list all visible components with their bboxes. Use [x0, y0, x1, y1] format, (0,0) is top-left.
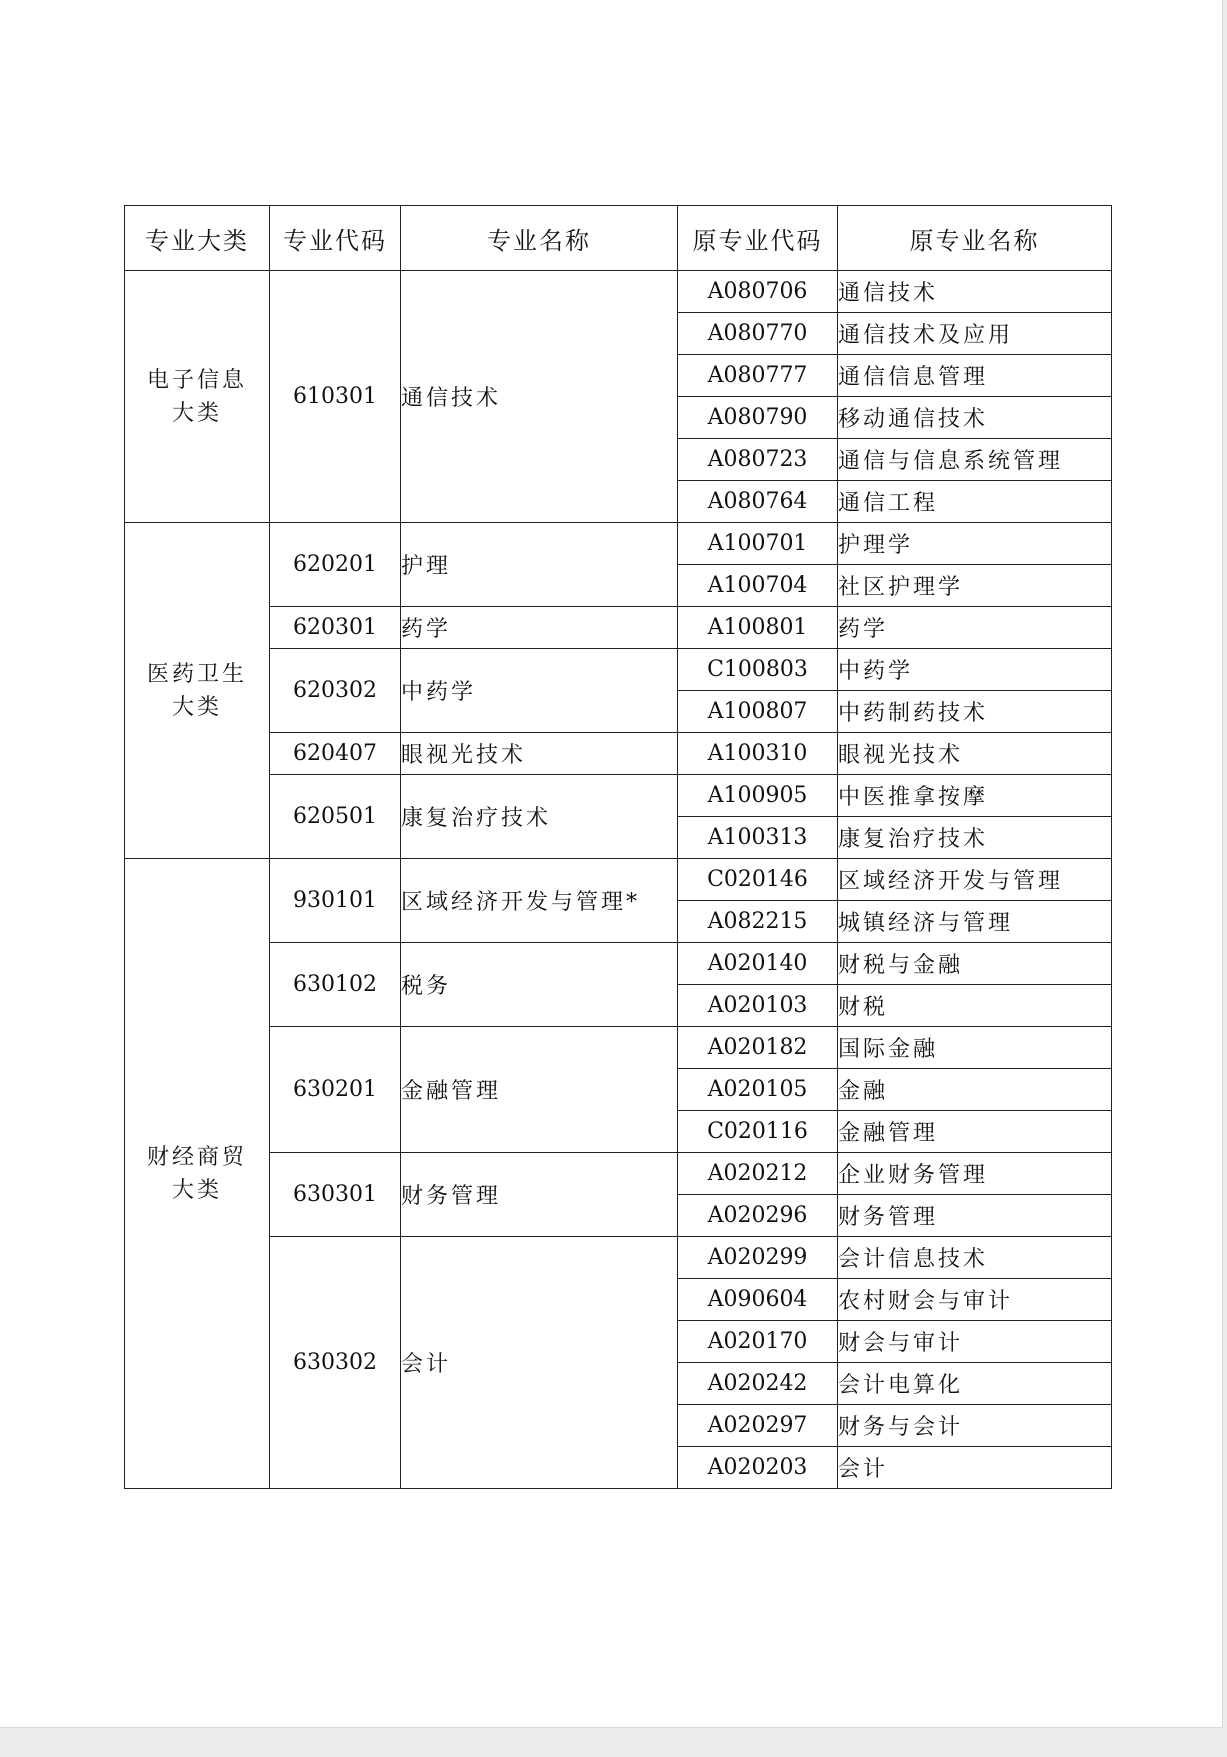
header-orig-name: 原专业名称	[838, 206, 1112, 271]
major-name-cell: 税务	[401, 943, 678, 1027]
major-name-cell: 中药学	[401, 649, 678, 733]
orig-code-cell: A020182	[678, 1027, 838, 1069]
orig-code-cell: A020103	[678, 985, 838, 1027]
orig-name-cell: 区域经济开发与管理	[838, 859, 1112, 901]
orig-name-cell: 农村财会与审计	[838, 1279, 1112, 1321]
orig-name-cell: 会计电算化	[838, 1363, 1112, 1405]
orig-code-cell: C020146	[678, 859, 838, 901]
table-body	[125, 271, 1112, 1489]
major-code-cell: 930101	[270, 859, 401, 943]
category-name-line: 医药卫生	[146, 661, 247, 687]
orig-name-cell: 通信信息管理	[838, 355, 1112, 397]
table-row	[125, 607, 1112, 649]
major-name-cell: 金融管理	[401, 1027, 678, 1153]
header-name: 专业名称	[401, 206, 678, 271]
orig-name-cell: 国际金融	[838, 1027, 1112, 1069]
orig-name-cell: 通信技术及应用	[838, 313, 1112, 355]
orig-name-cell: 中药制药技术	[838, 691, 1112, 733]
orig-name-cell: 移动通信技术	[838, 397, 1112, 439]
major-code-cell: 620501	[270, 775, 401, 859]
orig-name-cell: 财税	[838, 985, 1112, 1027]
header-code: 专业代码	[270, 206, 401, 271]
major-name-cell: 眼视光技术	[401, 733, 678, 775]
orig-name-cell: 中药学	[838, 649, 1112, 691]
major-mapping-table	[124, 205, 1112, 1489]
orig-name-cell: 护理学	[838, 523, 1112, 565]
category-cell	[125, 271, 270, 523]
major-code-cell: 630302	[270, 1237, 401, 1489]
table-row	[125, 775, 1112, 817]
table-row	[125, 859, 1112, 901]
orig-code-cell: A020170	[678, 1321, 838, 1363]
orig-name-cell: 财会与审计	[838, 1321, 1112, 1363]
orig-name-cell: 会计信息技术	[838, 1237, 1112, 1279]
major-code-cell: 630102	[270, 943, 401, 1027]
category-name-line: 大类	[171, 1177, 222, 1203]
major-name-cell: 通信技术	[401, 271, 678, 523]
orig-code-cell: A020242	[678, 1363, 838, 1405]
orig-code-cell: C100803	[678, 649, 838, 691]
orig-name-cell: 财务管理	[838, 1195, 1112, 1237]
category-name-line: 财经商贸	[146, 1144, 247, 1170]
major-code-cell: 630301	[270, 1153, 401, 1237]
orig-name-cell: 通信与信息系统管理	[838, 439, 1112, 481]
header-row	[125, 206, 1112, 271]
orig-code-cell: A080790	[678, 397, 838, 439]
orig-code-cell: A100801	[678, 607, 838, 649]
major-code-cell: 620407	[270, 733, 401, 775]
orig-code-cell: A020203	[678, 1447, 838, 1489]
orig-name-cell: 财务与会计	[838, 1405, 1112, 1447]
header-category: 专业大类	[125, 206, 270, 271]
header-orig-code: 原专业代码	[678, 206, 838, 271]
orig-code-cell: A020299	[678, 1237, 838, 1279]
major-code-cell: 620301	[270, 607, 401, 649]
orig-code-cell: A080777	[678, 355, 838, 397]
orig-code-cell: A020140	[678, 943, 838, 985]
orig-name-cell: 通信技术	[838, 271, 1112, 313]
table-row	[125, 733, 1112, 775]
category-name-line: 大类	[171, 400, 222, 426]
orig-code-cell: A100313	[678, 817, 838, 859]
orig-name-cell: 通信工程	[838, 481, 1112, 523]
table-header	[125, 206, 1112, 271]
orig-code-cell: A080770	[678, 313, 838, 355]
category-cell	[125, 859, 270, 1489]
orig-code-cell: A082215	[678, 901, 838, 943]
major-code-cell: 610301	[270, 271, 401, 523]
orig-name-cell: 财税与金融	[838, 943, 1112, 985]
orig-code-cell: A020296	[678, 1195, 838, 1237]
major-code-cell: 630201	[270, 1027, 401, 1153]
major-name-cell: 财务管理	[401, 1153, 678, 1237]
orig-code-cell: A100905	[678, 775, 838, 817]
table-row	[125, 1027, 1112, 1069]
major-name-cell: 区域经济开发与管理*	[401, 859, 678, 943]
major-code-cell: 620201	[270, 523, 401, 607]
orig-code-cell: A090604	[678, 1279, 838, 1321]
orig-name-cell: 社区护理学	[838, 565, 1112, 607]
orig-code-cell: A100807	[678, 691, 838, 733]
major-code-cell: 620302	[270, 649, 401, 733]
table-row	[125, 1153, 1112, 1195]
orig-code-cell: A080723	[678, 439, 838, 481]
orig-code-cell: A080706	[678, 271, 838, 313]
major-name-cell: 会计	[401, 1237, 678, 1489]
category-name-line: 大类	[171, 694, 222, 720]
table-row	[125, 649, 1112, 691]
category-cell	[125, 523, 270, 859]
orig-name-cell: 康复治疗技术	[838, 817, 1112, 859]
category-name-line: 电子信息	[146, 367, 247, 393]
orig-code-cell: A100704	[678, 565, 838, 607]
orig-name-cell: 金融管理	[838, 1111, 1112, 1153]
orig-name-cell: 眼视光技术	[838, 733, 1112, 775]
orig-code-cell: A020297	[678, 1405, 838, 1447]
orig-code-cell: A020105	[678, 1069, 838, 1111]
orig-code-cell: C020116	[678, 1111, 838, 1153]
orig-name-cell: 会计	[838, 1447, 1112, 1489]
table-row	[125, 1237, 1112, 1279]
orig-name-cell: 城镇经济与管理	[838, 901, 1112, 943]
major-name-cell: 康复治疗技术	[401, 775, 678, 859]
major-name-cell: 护理	[401, 523, 678, 607]
orig-code-cell: A020212	[678, 1153, 838, 1195]
major-name-cell: 药学	[401, 607, 678, 649]
table-row	[125, 943, 1112, 985]
table-row	[125, 271, 1112, 313]
orig-name-cell: 中医推拿按摩	[838, 775, 1112, 817]
table-row	[125, 523, 1112, 565]
orig-name-cell: 企业财务管理	[838, 1153, 1112, 1195]
orig-name-cell: 药学	[838, 607, 1112, 649]
orig-name-cell: 金融	[838, 1069, 1112, 1111]
orig-code-cell: A080764	[678, 481, 838, 523]
orig-code-cell: A100310	[678, 733, 838, 775]
orig-code-cell: A100701	[678, 523, 838, 565]
